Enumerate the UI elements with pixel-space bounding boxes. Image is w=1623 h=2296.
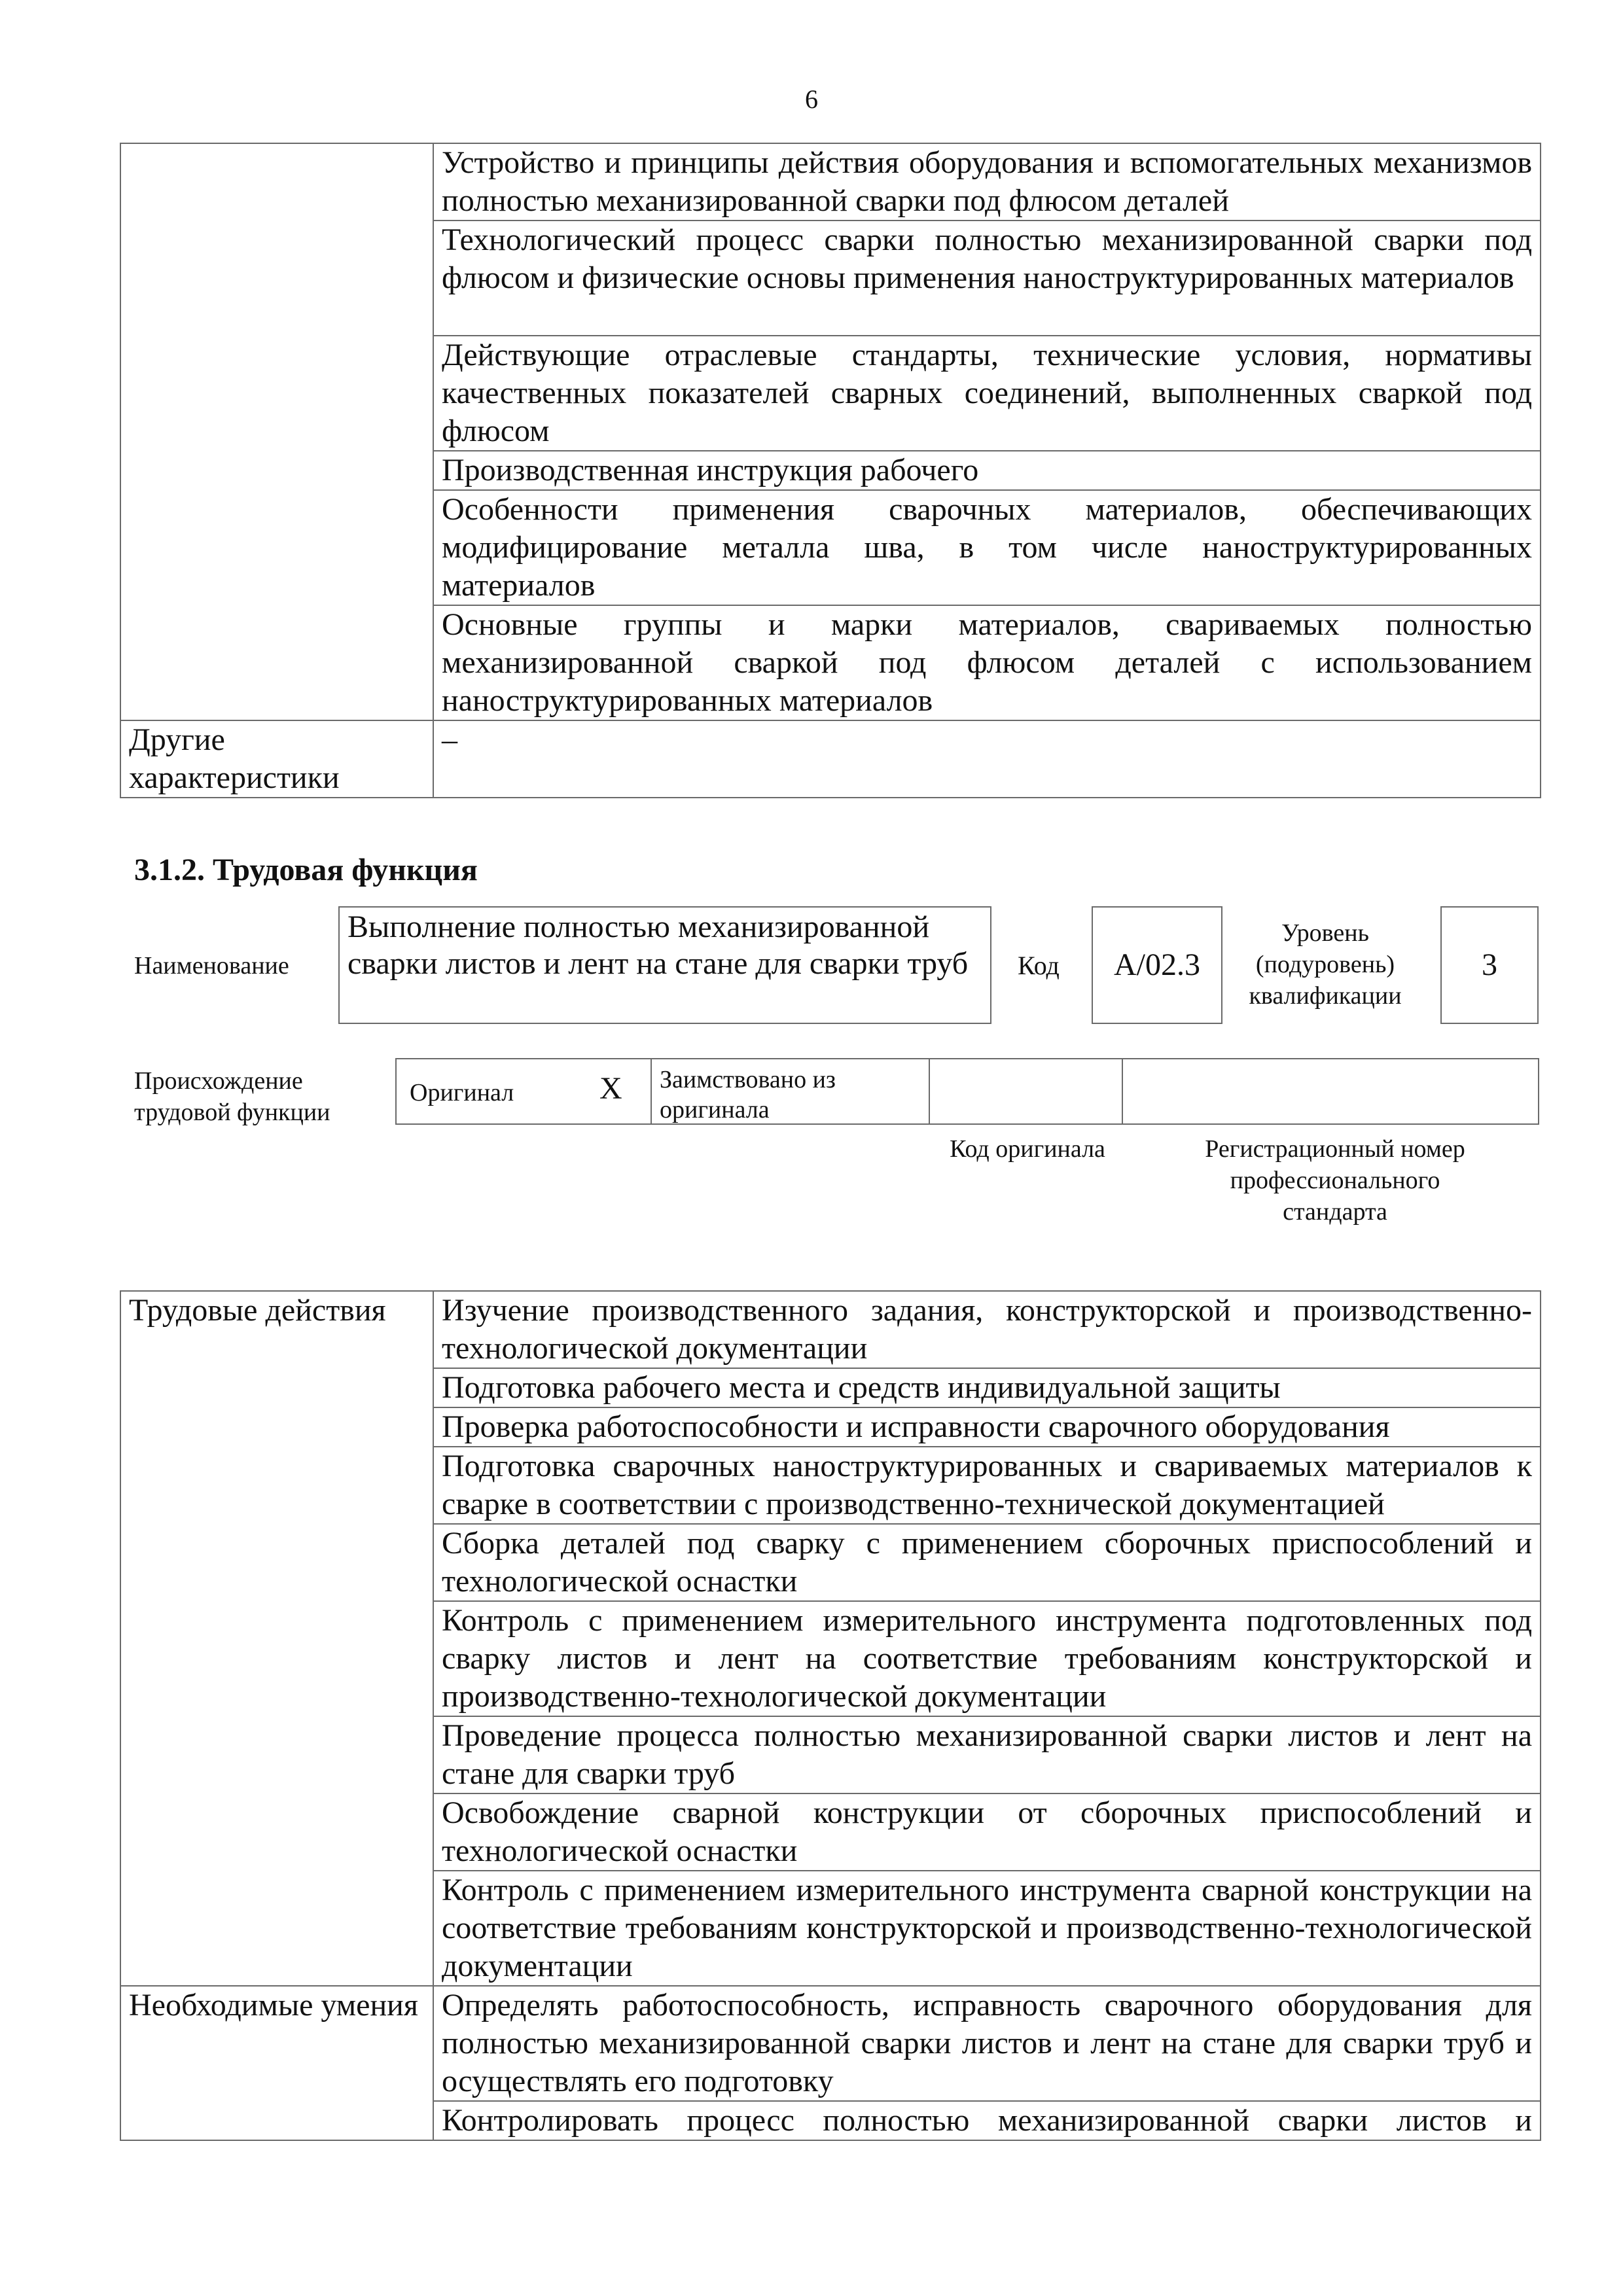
knowledge-table bbox=[120, 143, 1541, 798]
knowledge-item: Устройство и принципы действия оборудования и вспомогательных механизмов полностью механизированной сварки под флюсом деталей bbox=[433, 143, 1541, 221]
knowledge-item: Основные группы и марки материалов, свариваемых полностью механизированной сваркой под флюсом деталей с использованием наноструктурированных материалов bbox=[433, 605, 1541, 720]
origin-label: Происхождение трудовой функции bbox=[134, 1067, 330, 1126]
knowledge-item: Особенности применения сварочных материалов, обеспечивающих модифицирование металла шва, в том числе наноструктурированных материалов bbox=[433, 490, 1541, 605]
knowledge-item: Действующие отраслевые стандарты, технические условия, нормативы качественных показателей сварных соединений, выполненных сваркой под флюсом bbox=[433, 336, 1541, 451]
knowledge-item: Технологический процесс сварки полностью механизированной сварки под флюсом и физические основы применения наноструктурированных материалов bbox=[433, 221, 1541, 336]
function-name-box: Выполнение полностью механизированной сварки листов и лент на стане для сварки труб bbox=[338, 906, 991, 1024]
code-label: Код bbox=[1018, 951, 1060, 980]
borrowed-label: Заимствовано из оригинала bbox=[652, 1059, 930, 1123]
name-label: Наименование bbox=[134, 952, 289, 980]
required-skills-label: Необходимые умения bbox=[120, 1986, 433, 2140]
original-cell bbox=[397, 1059, 652, 1123]
labor-action-item: Подготовка сварочных наноструктурированных и свариваемых материалов к сварке в соответствии с производственно-технической документацией bbox=[433, 1447, 1541, 1524]
knowledge-label-cell bbox=[120, 143, 433, 720]
labor-action-item: Сборка деталей под сварку с применением сборочных приспособлений и технологической оснастки bbox=[433, 1524, 1541, 1601]
labor-action-item: Контроль с применением измерительного инструмента сварной конструкции на соответствие требованиям конструкторской и производственно-технологической документации bbox=[433, 1871, 1541, 1986]
labor-action-item: Проведение процесса полностью механизированной сварки листов и лент на стане для сварки труб bbox=[433, 1716, 1541, 1793]
skill-item: Определять работоспособность, исправность сварочного оборудования для полностью механизированной сварки листов и лент на стане для сварки труб и осуществлять его подготовку bbox=[433, 1986, 1541, 2101]
labor-action-item: Подготовка рабочего места и средств индивидуальной защиты bbox=[433, 1368, 1541, 1407]
reg-number-cell bbox=[1123, 1059, 1538, 1123]
reg-number-caption: Регистрационный номер профессионального стандарта bbox=[1205, 1135, 1465, 1226]
page-number: 6 bbox=[805, 84, 818, 114]
labor-action-item: Проверка работоспособности и исправности сварочного оборудования bbox=[433, 1407, 1541, 1447]
origin-row bbox=[395, 1058, 1539, 1125]
labor-actions-table bbox=[120, 1290, 1541, 2141]
section-heading: 3.1.2. Трудовая функция bbox=[134, 853, 478, 887]
labor-actions-label: Трудовые действия bbox=[120, 1291, 433, 1986]
original-code-cell bbox=[930, 1059, 1123, 1123]
skill-item: Контролировать процесс полностью механизированной сварки листов и bbox=[433, 2101, 1541, 2140]
original-label: Оригинал bbox=[410, 1079, 514, 1106]
level-label: Уровень (подуровень) квалификации bbox=[1249, 919, 1402, 1010]
other-characteristics-label: Другие характеристики bbox=[120, 720, 433, 798]
original-mark: X bbox=[599, 1071, 622, 1106]
code-value: A/02.3 bbox=[1092, 906, 1222, 1024]
other-characteristics-value: – bbox=[433, 720, 1541, 798]
labor-action-item: Контроль с применением измерительного инструмента подготовленных под сварку листов и лент на соответствие требованиям конструкторской и производственно-технологической документации bbox=[433, 1601, 1541, 1716]
original-code-caption: Код оригинала bbox=[950, 1135, 1105, 1163]
knowledge-item: Производственная инструкция рабочего bbox=[433, 451, 1541, 490]
labor-action-item: Освобождение сварной конструкции от сборочных приспособлений и технологической оснастки bbox=[433, 1793, 1541, 1871]
labor-action-item: Изучение производственного задания, конструкторской и производственно-технологической документации bbox=[433, 1291, 1541, 1368]
level-value: 3 bbox=[1440, 906, 1539, 1024]
